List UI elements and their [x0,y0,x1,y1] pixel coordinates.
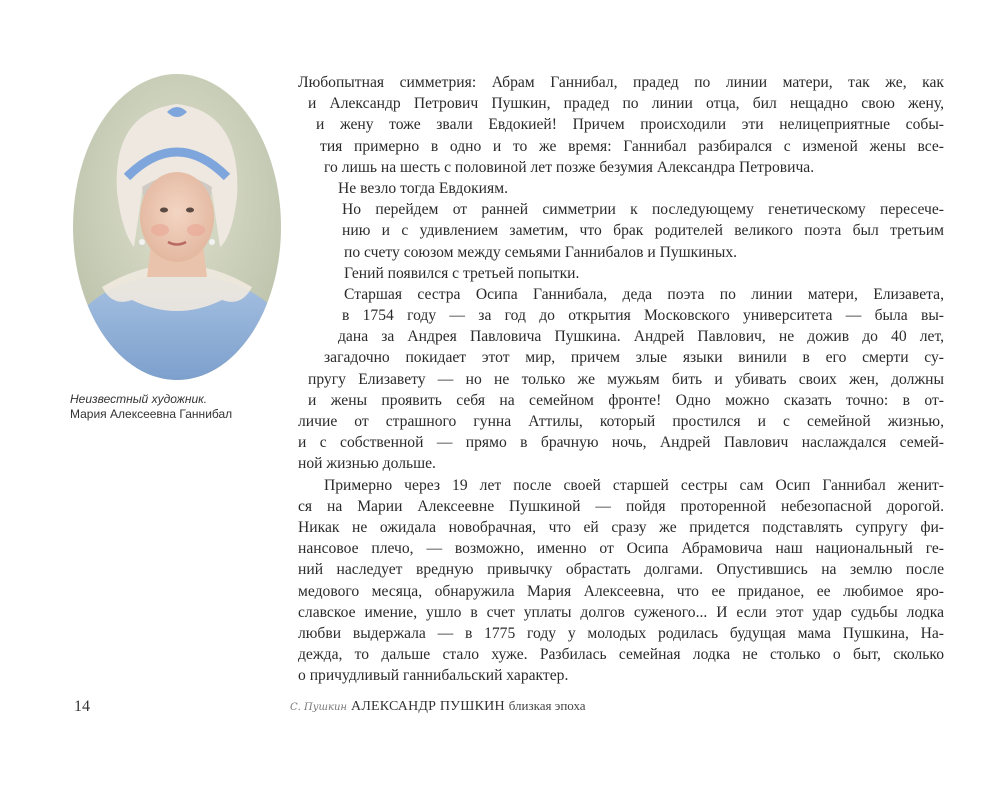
body-line: загадочно покидает этот мир, причем злые языки винили в его смерти су- [324,349,944,367]
body-line: ний наследует вредную привычку обрастать долгами. Опустившись на землю после [298,561,944,579]
body-line: дежда, то дальше стало хуже. Разбилась семейная лодка не столько о быт, сколько [298,646,944,664]
body-line: по счету союзом между семьями Ганнибалов и Пушкиных. [344,243,738,261]
body-line: и Александр Петрович Пушкин, прадед по линии отца, бил нещадно свою жену, [308,95,944,113]
book-subtitle: близкая эпоха [508,698,586,713]
body-line: го лишь на шесть с половиной лет позже безумия Александра Петровича. [324,158,815,176]
running-footer [290,698,586,715]
body-line: ся на Марии Алексеевне Пушкиной — пойдя проторенной небезопасной дорогой. [298,497,944,515]
body-line: Старшая сестра Осипа Ганнибала, деда поэта по линии матери, Елизавета, [344,285,944,303]
book-title: АЛЕКСАНДР ПУШКИН [351,699,505,714]
caption-title: Мария Алексеевна Ганнибал [70,407,233,421]
portrait-caption [70,392,270,422]
caption-artist: Неизвестный художник. [70,392,208,406]
signature-logo: С. Пушкин [290,702,348,713]
body-line: Но перейдем от ранней симметрии к последующему генетическому пересече- [342,201,944,219]
body-line: славское имение, ушло в счет уплаты долгов суженого... И если этот удар судьбы лодка [298,603,944,621]
page-number: 14 [74,698,90,715]
body-line: и жену тоже звали Евдокией! Причем происходили эти нелицеприятные собы- [316,116,944,134]
portrait-miniature [72,72,282,382]
body-line: личие от страшного гунна Аттилы, который простился и с семейной жизнью, [298,413,944,430]
body-line: и жены проявить себя на семейном фронте! Одно можно сказать точно: в от- [308,391,944,409]
body-line: Никак не ожидала новобрачная, что ей сразу же придется подставлять супругу фи- [298,518,944,536]
body-line: Гений появился с третьей попытки. [344,264,580,282]
body-line: Примерно через 19 лет после своей старшей сестры сам Осип Ганнибал женит- [324,476,944,494]
body-line: нию и с удивлением заметим, что брак родителей великого поэта был третьим [342,222,944,240]
body-line: тия примерно в одно и то же время: Ганнибал разбирался с изменой жены все- [320,137,944,155]
body-line: Не везло тогда Евдокиям. [338,179,508,197]
body-line: ной жизнью дольше. [298,455,436,473]
body-line: нансовое плечо, — возможно, именно от Осипа Абрамовича наш национальный ге- [298,540,944,558]
body-line: пругу Елизавету — но не только же мужьям бить и убивать своих жен, должны [308,370,944,388]
body-line: Любопытная симметрия: Абрам Ганнибал, прадед по линии матери, так же, как [298,74,944,91]
body-line: и с собственной — прямо в брачную ночь, Андрей Павлович наслаждался семей- [298,434,944,452]
body-line: дана за Андрея Павловича Пушкина. Андрей Павлович, не дожив до 40 лет, [338,328,944,346]
portrait-image [72,72,282,382]
article-body [298,72,944,686]
body-line: о причудливый ганнибальский характер. [298,667,569,685]
body-line: в 1754 году — за год до открытия Московского университета — была вы- [342,307,944,325]
body-line: медового месяца, обнаружила Мария Алексеевна, что ее приданое, ее любимое яро- [298,582,944,600]
body-line: любви выдержала — в 1775 году у молодых родилась будущая мама Пушкина, На- [298,624,944,642]
